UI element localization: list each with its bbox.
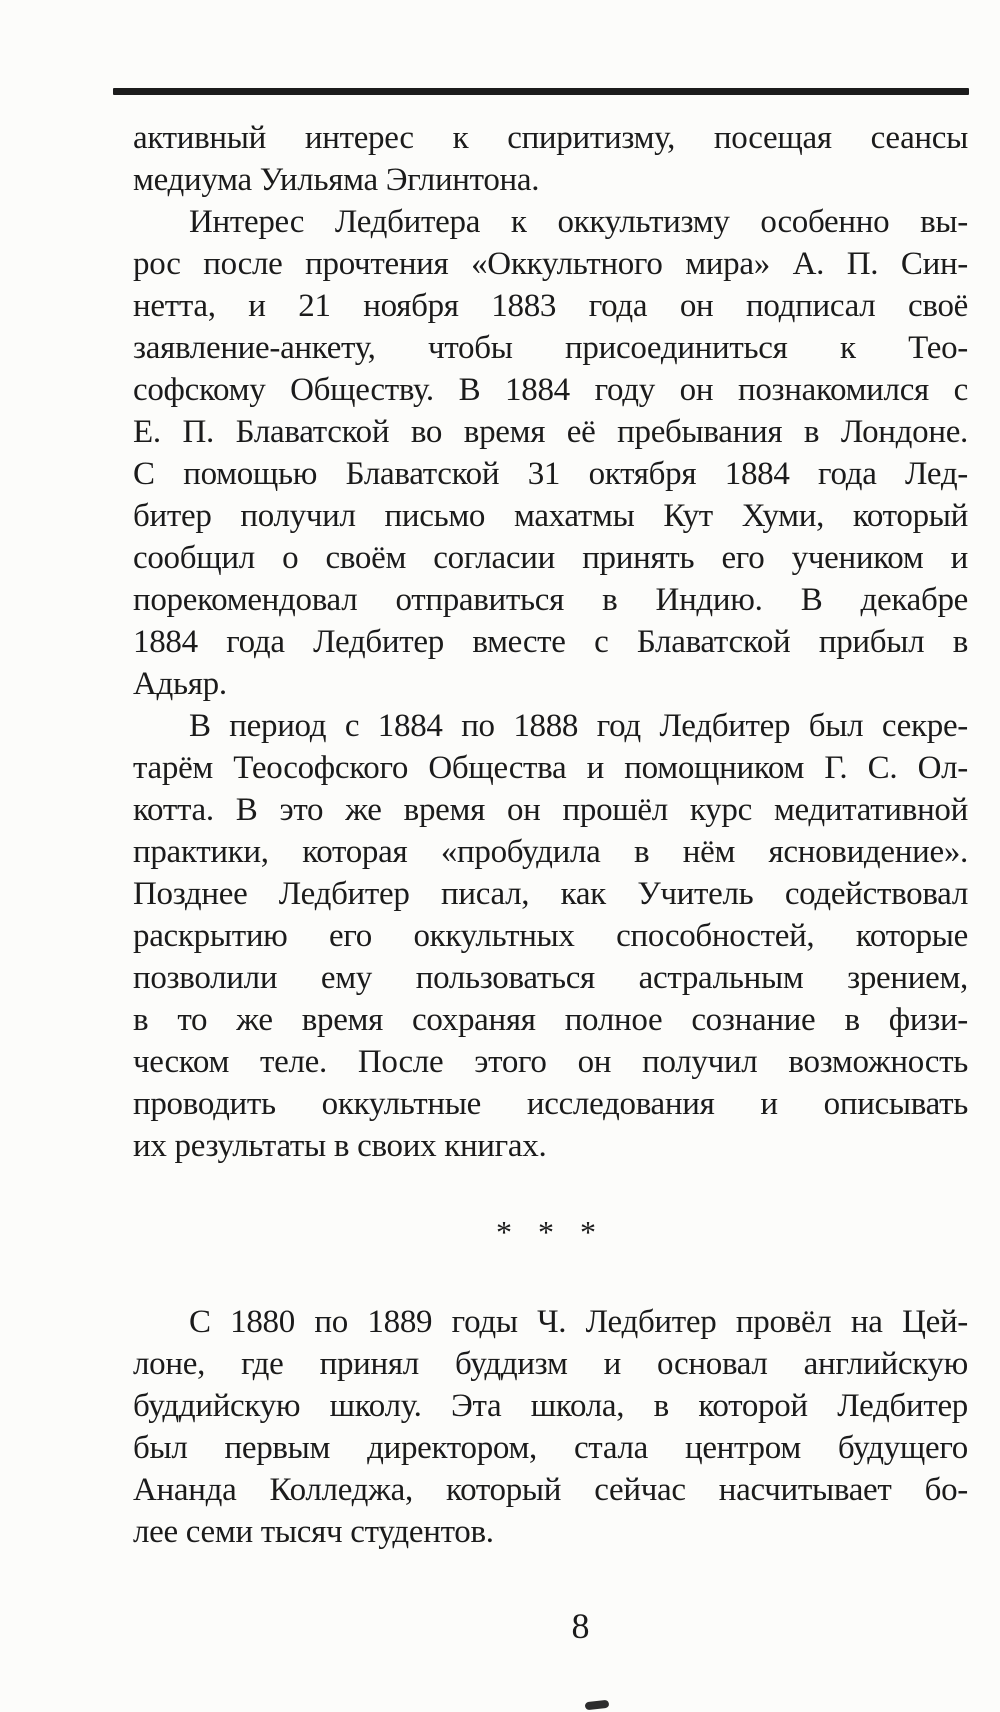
text-line: лоне, где принял буддизм и основал английскую [133,1346,968,1382]
text-line: заявление-анкету, чтобы присоединиться к Тео- [133,330,968,366]
text-line: сообщил о своём согласии принять его учеником и [133,540,968,576]
text-line: котта. В это же время он прошёл курс медитативной [133,792,968,828]
text-line: проводить оккультные исследования и описывать [133,1086,968,1122]
text-line: битер получил письмо махатмы Кут Хуми, который [133,498,968,534]
text-line: софскому Обществу. В 1884 году он познакомился с [133,372,968,408]
text-line: ческом теле. После этого он получил возможность [133,1044,968,1080]
text-line: В период с 1884 по 1888 год Ледбитер был секре- [189,708,968,744]
main-text-block [133,117,968,1167]
ceylon-text-block [133,1301,968,1553]
text-line: Интерес Ледбитера к оккультизму особенно вы- [189,204,968,240]
text-line: активный интерес к спиритизму, посещая сеансы [133,120,968,156]
text-line: нетта, и 21 ноября 1883 года он подписал своё [133,288,968,324]
text-line: 1884 года Ледбитер вместе с Блаватской прибыл в [133,624,968,660]
text-line: практики, которая «пробудила в нём ясновидение». [133,834,968,870]
text-line: медиума Уильяма Эглинтона. [133,162,540,198]
paragraph-period [133,705,968,1167]
text-line: в то же время сохраняя полное сознание в физи- [133,1002,968,1038]
text-line: раскрытию его оккультных способностей, которые [133,918,968,954]
scan-artifact [585,1700,610,1710]
text-line: лее семи тысяч студентов. [133,1514,494,1550]
text-line: Е. П. Блаватской во время её пребывания в Лондоне. [133,414,968,450]
text-line: буддийскую школу. Эта школа, в которой Ледбитер [133,1388,968,1424]
text-line: позволили ему пользоваться астральным зрением, [133,960,968,996]
paragraph-ceylon [133,1301,968,1553]
paragraph-interest [133,201,968,705]
text-line: тарём Теософского Общества и помощником Г. С. Ол- [133,750,968,786]
text-line: Позднее Ледбитер писал, как Учитель содействовал [133,876,968,912]
text-line: был первым директором, стала центром будущего [133,1430,968,1466]
text-line: С 1880 по 1889 годы Ч. Ледбитер провёл на Цей- [189,1304,968,1340]
text-line: рос после прочтения «Оккультного мира» А. П. Син- [133,246,968,282]
paragraph-continuation [133,117,968,201]
section-separator: * * * [496,1214,605,1250]
text-line: Адьяр. [133,666,227,702]
page-number: 8 [571,1606,590,1646]
text-line: Ананда Колледжа, который сейчас насчитывает бо- [133,1472,968,1508]
header-rule [113,88,969,95]
text-line: их результаты в своих книгах. [133,1128,547,1164]
text-line: С помощью Блаватской 31 октября 1884 года Лед- [133,456,968,492]
text-line: порекомендовал отправиться в Индию. В декабре [133,582,968,618]
